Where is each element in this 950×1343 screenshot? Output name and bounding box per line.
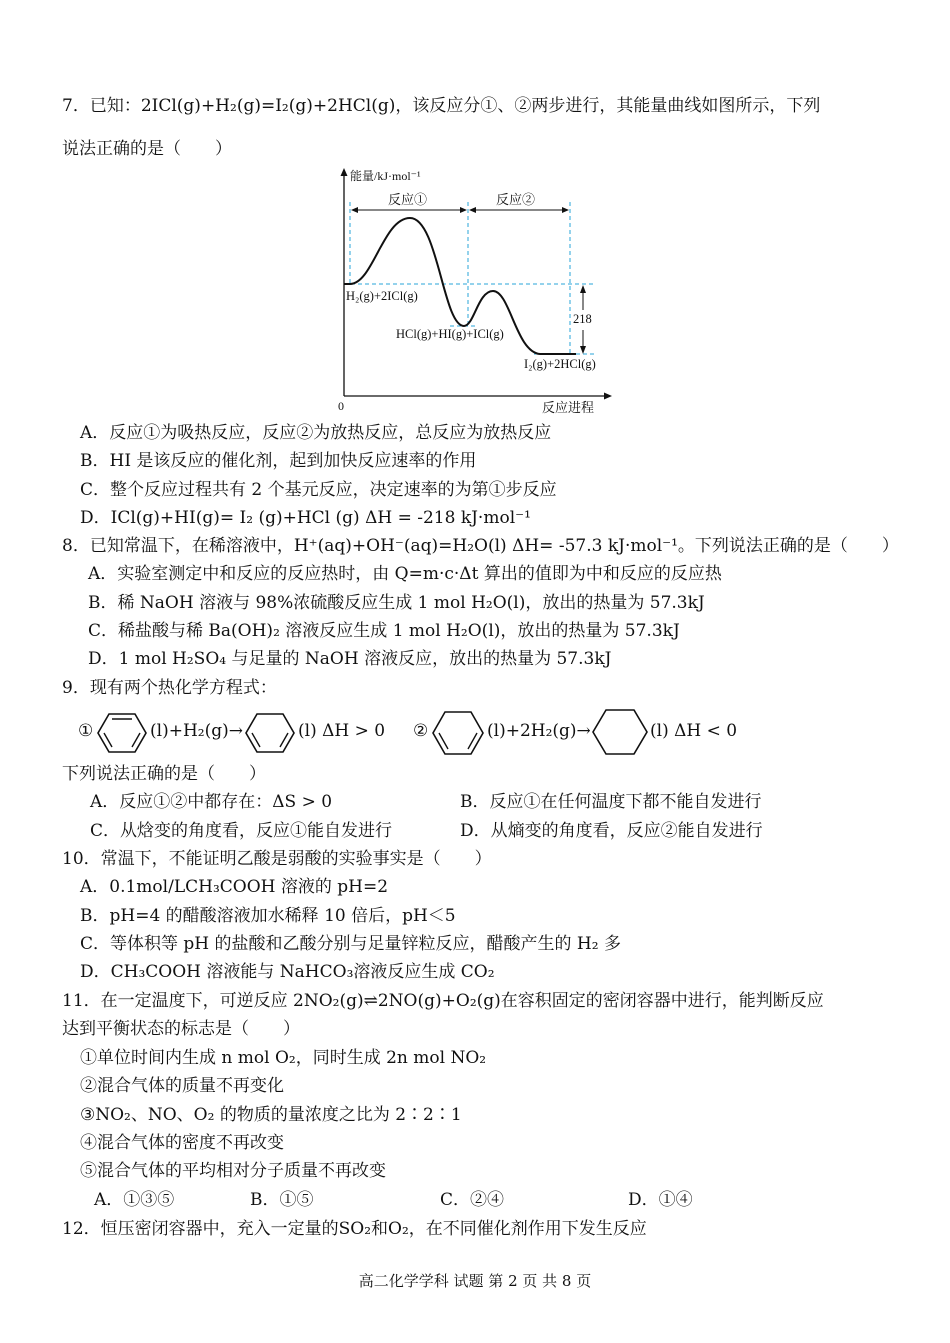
q9-option-b: B．反应①在任何温度下都不能自发进行 [460, 792, 762, 812]
q7-option-a: A．反应①为吸热反应，反应②为放热反应，总反应为放热反应 [80, 423, 552, 443]
q9-option-a: A．反应①②中都存在：ΔS > 0 [90, 792, 333, 812]
q7-option-d: D．ICl(g)+HI(g)= I₂ (g)+HCl (g) ΔH = -218 kJ·mol⁻¹ [80, 508, 531, 528]
q11-item-4: ④混合气体的密度不再改变 [80, 1133, 284, 1153]
intermediate-label: HCl(g)+HI(g)+ICl(g) [396, 327, 504, 341]
cyclohexadiene-ring-icon [431, 708, 485, 758]
q8-stem: 8．已知常温下，在稀溶液中，H⁺(aq)+OH⁻(aq)=H₂O(l) ΔH= -57.3 kJ·mol⁻¹。下列说法正确的是（ ） [62, 536, 899, 556]
q11-option-a: A．①③⑤ [94, 1190, 175, 1210]
q11-option-d: D．①④ [628, 1190, 693, 1210]
q10-stem: 10．常温下，不能证明乙酸是弱酸的实验事实是（ ） [62, 849, 492, 869]
q9-eq1-number: ① [78, 721, 94, 741]
q8-option-c: C．稀盐酸与稀 Ba(OH)₂ 溶液反应生成 1 mol H₂O(l)，放出的热量为 57.3kJ [88, 621, 680, 641]
delta-value: 218 [573, 312, 592, 326]
q9-option-d: D．从熵变的角度看，反应②能自发进行 [460, 821, 763, 841]
q12-stem: 12．恒压密闭容器中，充入一定量的SO₂和O₂，在不同催化剂作用下发生反应 [62, 1219, 647, 1239]
x-axis-label: 反应进程 [542, 400, 595, 415]
x-axis-arrow-icon [604, 393, 612, 400]
products-label: I₂(g)+2HCl(g) [524, 357, 596, 371]
cyclohexadiene-ring-icon [244, 710, 296, 756]
q11-item-3: ③NO₂、NO、O₂ 的物质的量浓度之比为 2∶2∶1 [80, 1105, 462, 1125]
q9-option-c: C．从焓变的角度看，反应①能自发进行 [90, 821, 393, 841]
q8-option-a: A．实验室测定中和反应的反应热时，由 Q=m·c·Δt 算出的值即为中和反应的反应热 [88, 564, 722, 584]
page-footer: 高二化学学科 试题 第 2 页 共 8 页 [358, 1272, 592, 1290]
q9-eq2-number: ② [413, 721, 429, 741]
q11-stem-line1: 11．在一定温度下，可逆反应 2NO₂(g)⇌2NO(g)+O₂(g)在容积固定的密闭容器中进行，能判断反应 [62, 991, 824, 1011]
q10-option-c: C．等体积等 pH 的盐酸和乙酸分别与足量锌粒反应，醋酸产生的 H₂ 多 [80, 934, 621, 954]
benzene-ring-icon [96, 710, 148, 756]
q9-question: 下列说法正确的是（ ） [62, 764, 266, 784]
step1-left-arrow-icon [351, 207, 358, 213]
reactants-label: H₂(g)+2ICl(g) [346, 289, 418, 303]
q7-stem-line2: 说法正确的是（ ） [62, 139, 232, 159]
q9-stem: 9．现有两个热化学方程式： [62, 678, 277, 698]
q11-item-1: ①单位时间内生成 n mol O₂，同时生成 2n mol NO₂ [80, 1048, 487, 1068]
energy-diagram [328, 166, 618, 418]
q11-option-b: B．①⑤ [250, 1190, 314, 1210]
q7-option-b: B．HI 是该反应的催化剂，起到加快反应速率的作用 [80, 451, 477, 471]
step2-left-arrow-icon [469, 207, 476, 213]
q8-option-b: B．稀 NaOH 溶液与 98%浓硫酸反应生成 1 mol H₂O(l)，放出的热量为 57.3kJ [88, 593, 705, 613]
step1-right-arrow-icon [460, 207, 467, 213]
q11-item-2: ②混合气体的质量不再变化 [80, 1076, 284, 1096]
step1-label: 反应① [388, 192, 428, 207]
q11-option-c: C．②④ [440, 1190, 505, 1210]
q10-option-a: A．0.1mol/LCH₃COOH 溶液的 pH=2 [80, 877, 389, 897]
delta-down-arrow-icon [580, 346, 586, 354]
q9-eq2-middle: (l)+2H₂(g)→ [487, 721, 591, 741]
step2-label: 反应② [496, 192, 536, 207]
delta-up-arrow-icon [580, 285, 586, 293]
y-axis-label: 能量/kJ·mol⁻¹ [350, 169, 421, 183]
q9-eq1-end: (l) ΔH > 0 [298, 721, 386, 741]
q9-eq1-middle: (l)+H₂(g)→ [150, 721, 243, 741]
y-axis-arrow-icon [341, 168, 348, 176]
q9-eq2-end: (l) ΔH < 0 [650, 721, 738, 741]
q7-stem-line1: 7．已知：2ICl(g)+H₂(g)=I₂(g)+2HCl(g)，该反应分①、②两步进行，其能量曲线如图所示，下列 [62, 96, 821, 116]
q11-item-5: ⑤混合气体的平均相对分子质量不再改变 [80, 1161, 386, 1181]
step2-right-arrow-icon [562, 207, 569, 213]
q7-option-c: C．整个反应过程共有 2 个基元反应，决定速率的为第①步反应 [80, 480, 557, 500]
origin-label: 0 [338, 399, 344, 413]
q11-stem-line2: 达到平衡状态的标志是（ ） [62, 1019, 300, 1039]
q10-option-d: D．CH₃COOH 溶液能与 NaHCO₃溶液反应生成 CO₂ [80, 962, 495, 982]
q10-option-b: B．pH=4 的醋酸溶液加水稀释 10 倍后，pH＜5 [80, 906, 456, 926]
q8-option-d: D．1 mol H₂SO₄ 与足量的 NaOH 溶液反应，放出的热量为 57.3kJ [88, 649, 612, 669]
cyclohexane-ring-icon [591, 706, 649, 758]
